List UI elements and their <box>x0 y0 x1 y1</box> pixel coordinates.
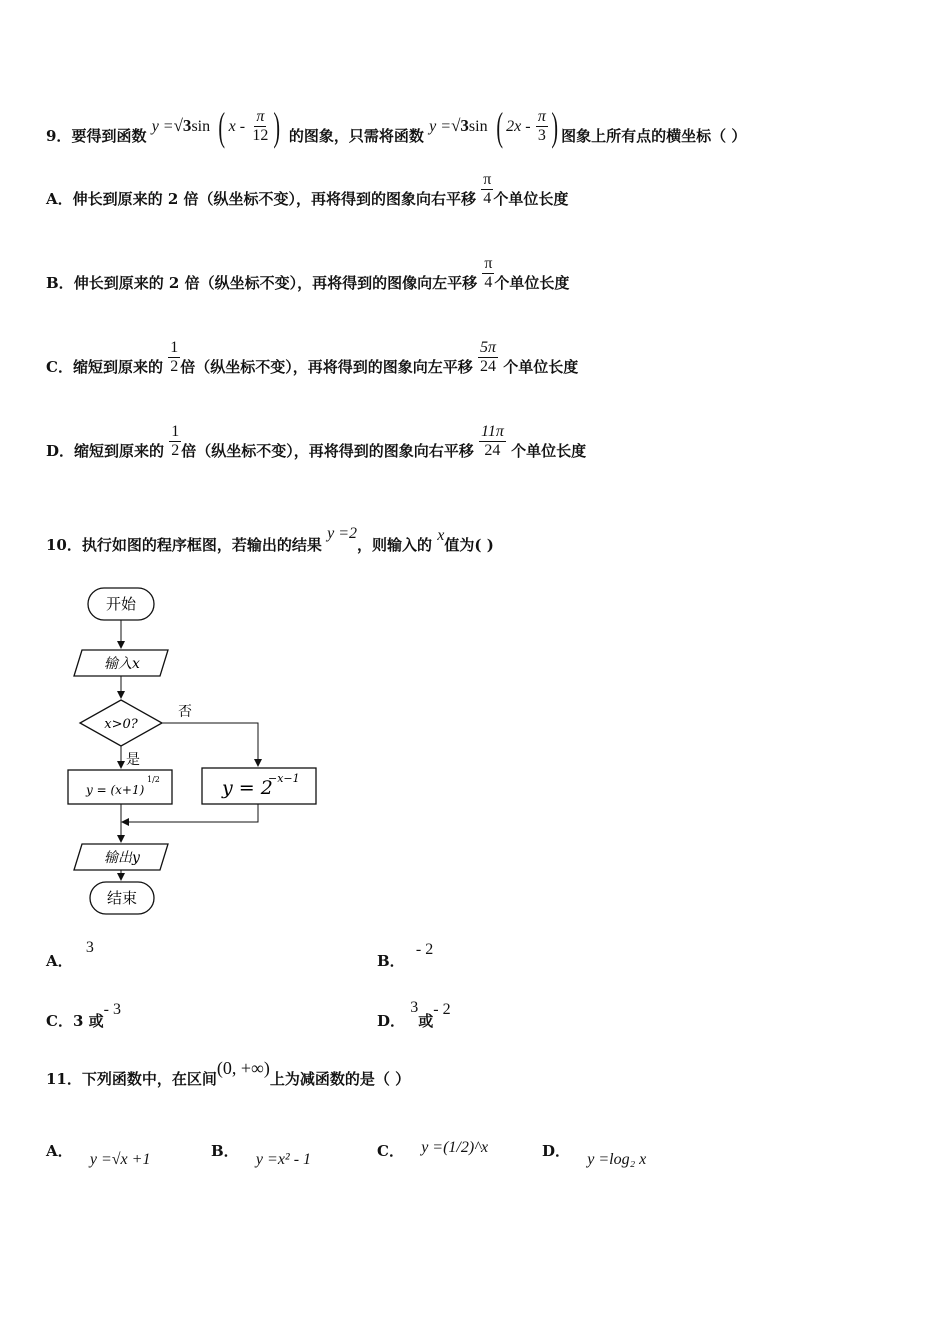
q11-option-a[interactable]: A． y =√x +1 <box>46 1142 151 1168</box>
q9-prefix: 要得到函数 <box>71 127 147 145</box>
flow-output-label: 输出y <box>104 850 140 866</box>
flow-input-label: 输入x <box>104 656 140 672</box>
flow-no-formula: y = 2 <box>222 777 273 799</box>
q9-mid: 的图象，只需将函数 <box>288 127 424 145</box>
q10-stem: 10．执行如图的程序框图，若输出的结果 y =2，则输入的 x值为( ) <box>46 525 494 554</box>
q9-suffix: 图象上所有点的横坐标（ ） <box>561 127 747 145</box>
q11-option-c[interactable]: C． y =(1/2)^x <box>377 1139 489 1160</box>
q11-formula-d: y =log₂ x <box>587 1151 647 1168</box>
q9-option-a[interactable]: A．伸长到原来的 2 倍（纵坐标不变），再将得到的图象向右平移 $\frac{\pi}{4}$ 个单位长度 <box>46 170 569 208</box>
flow-start-label: 开始 <box>105 595 137 613</box>
flow-yes-formula: y = (x+1) <box>86 783 145 797</box>
q9-option-d[interactable]: D．缩短到原来的 $\frac{1}{2}$ 倍（纵坐标不变），再将得到的图象向右平移 $\frac{11\pi}{24}$ 个单位长度 <box>46 422 587 460</box>
flowchart <box>60 580 340 920</box>
q10-option-d[interactable]: D． 3或- 2 <box>377 999 451 1030</box>
q10-condition: y =2 <box>327 525 358 542</box>
q10-option-b[interactable]: B． - 2 <box>377 941 434 970</box>
flow-yes-exp: 1/2 <box>147 775 160 784</box>
q11-stem: 11．下列函数中，在区间(0, +∞)上为减函数的是（ ） <box>46 1058 411 1088</box>
q11-option-d[interactable]: D． y =log₂ x <box>542 1142 647 1168</box>
q9-formula-2: y =√3sin ( 2x - $\frac{\pi}{3}$ ) <box>429 103 558 149</box>
q9-option-c[interactable]: C．缩短到原来的 $\frac{1}{2}$ 倍（纵坐标不变），再将得到的图象向左平移 $\frac{5\pi}{24}$ 个单位长度 <box>46 338 579 376</box>
flow-end-label: 结束 <box>106 889 138 907</box>
q9-formula-1: y =√3sin ( x - $\frac{\pi}{12}$ ) <box>151 103 281 149</box>
q11-interval: (0, +∞) <box>216 1058 270 1078</box>
q9-stem <box>46 103 747 160</box>
q10-option-a[interactable]: A． 3 <box>46 939 94 970</box>
q11-formula-a: y =√x +1 <box>89 1151 151 1168</box>
flow-no-exp: −x−1 <box>268 772 300 785</box>
q11-option-b[interactable]: B． y =x² - 1 <box>211 1142 312 1168</box>
flow-decision-label: x>0? <box>104 717 138 732</box>
flow-yes-label: 是 <box>126 752 140 768</box>
flow-no-label: 否 <box>178 704 192 720</box>
q11-formula-c: y =(1/2)^x <box>421 1139 489 1156</box>
q10-option-c[interactable]: C．3 或- 3 <box>46 1001 121 1030</box>
q11-formula-b: y =x² - 1 <box>255 1151 312 1168</box>
q9-number: 9． <box>46 127 72 145</box>
q9-option-b[interactable]: B．伸长到原来的 2 倍（纵坐标不变），再将得到的图像向左平移 $\frac{\pi}{4}$ 个单位长度 <box>46 254 570 292</box>
